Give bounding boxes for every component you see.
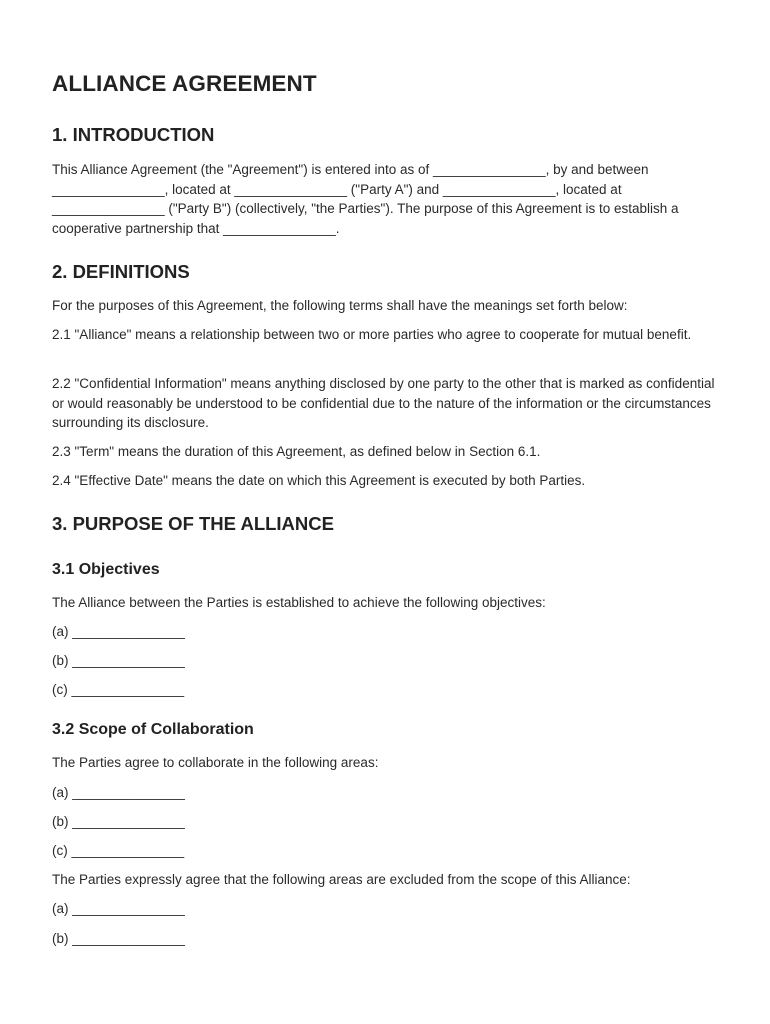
definition-item-term: 2.3 "Term" means the duration of this Agreement, as defined below in Section 6.1. — [52, 444, 541, 459]
document-title: ALLIANCE AGREEMENT — [52, 71, 317, 96]
scope-item-c: (c) _______________ — [52, 843, 185, 858]
scope-item-b: (b) _______________ — [52, 814, 185, 829]
introduction-paragraph: This Alliance Agreement (the "Agreement") is entered into as of _______________, by and between _______________, located at _______________ ("Party A") and _______________, located at _______________ ("Party B") (collectively, "the Parties"). The purpose of this Agreement is to establish a cooperative partnership that _______________. — [52, 162, 679, 236]
scope-exclusions-intro: The Parties expressly agree that the following areas are excluded from the scope of this Alliance: — [52, 872, 631, 887]
objective-item-a: (a) _______________ — [52, 624, 185, 639]
objective-item-b: (b) _______________ — [52, 653, 185, 668]
section-heading-purpose: 3. PURPOSE OF THE ALLIANCE — [52, 513, 334, 534]
definition-item-alliance: 2.1 "Alliance" means a relationship between two or more parties who agree to cooperate for mutual benefit. — [52, 327, 692, 342]
exclusion-item-a: (a) _______________ — [52, 901, 185, 916]
definitions-intro: For the purposes of this Agreement, the following terms shall have the meanings set forth below: — [52, 298, 628, 313]
scope-intro: The Parties agree to collaborate in the following areas: — [52, 755, 379, 770]
objective-item-c: (c) _______________ — [52, 682, 185, 697]
scope-item-a: (a) _______________ — [52, 785, 185, 800]
subsection-heading-objectives: 3.1 Objectives — [52, 561, 160, 578]
definition-item-confidential-information: 2.2 "Confidential Information" means anything disclosed by one party to the other that is marked as confidential or would reasonably be understood to be confidential due to the nature of the information or the circumstances surrounding its disclosure. — [52, 376, 715, 430]
objectives-intro: The Alliance between the Parties is established to achieve the following objectives: — [52, 595, 546, 610]
section-heading-introduction: 1. INTRODUCTION — [52, 124, 215, 145]
subsection-heading-scope: 3.2 Scope of Collaboration — [52, 721, 254, 738]
exclusion-item-b: (b) _______________ — [52, 931, 185, 946]
definition-item-effective-date: 2.4 "Effective Date" means the date on which this Agreement is executed by both Parties. — [52, 473, 586, 488]
section-heading-definitions: 2. DEFINITIONS — [52, 261, 190, 282]
